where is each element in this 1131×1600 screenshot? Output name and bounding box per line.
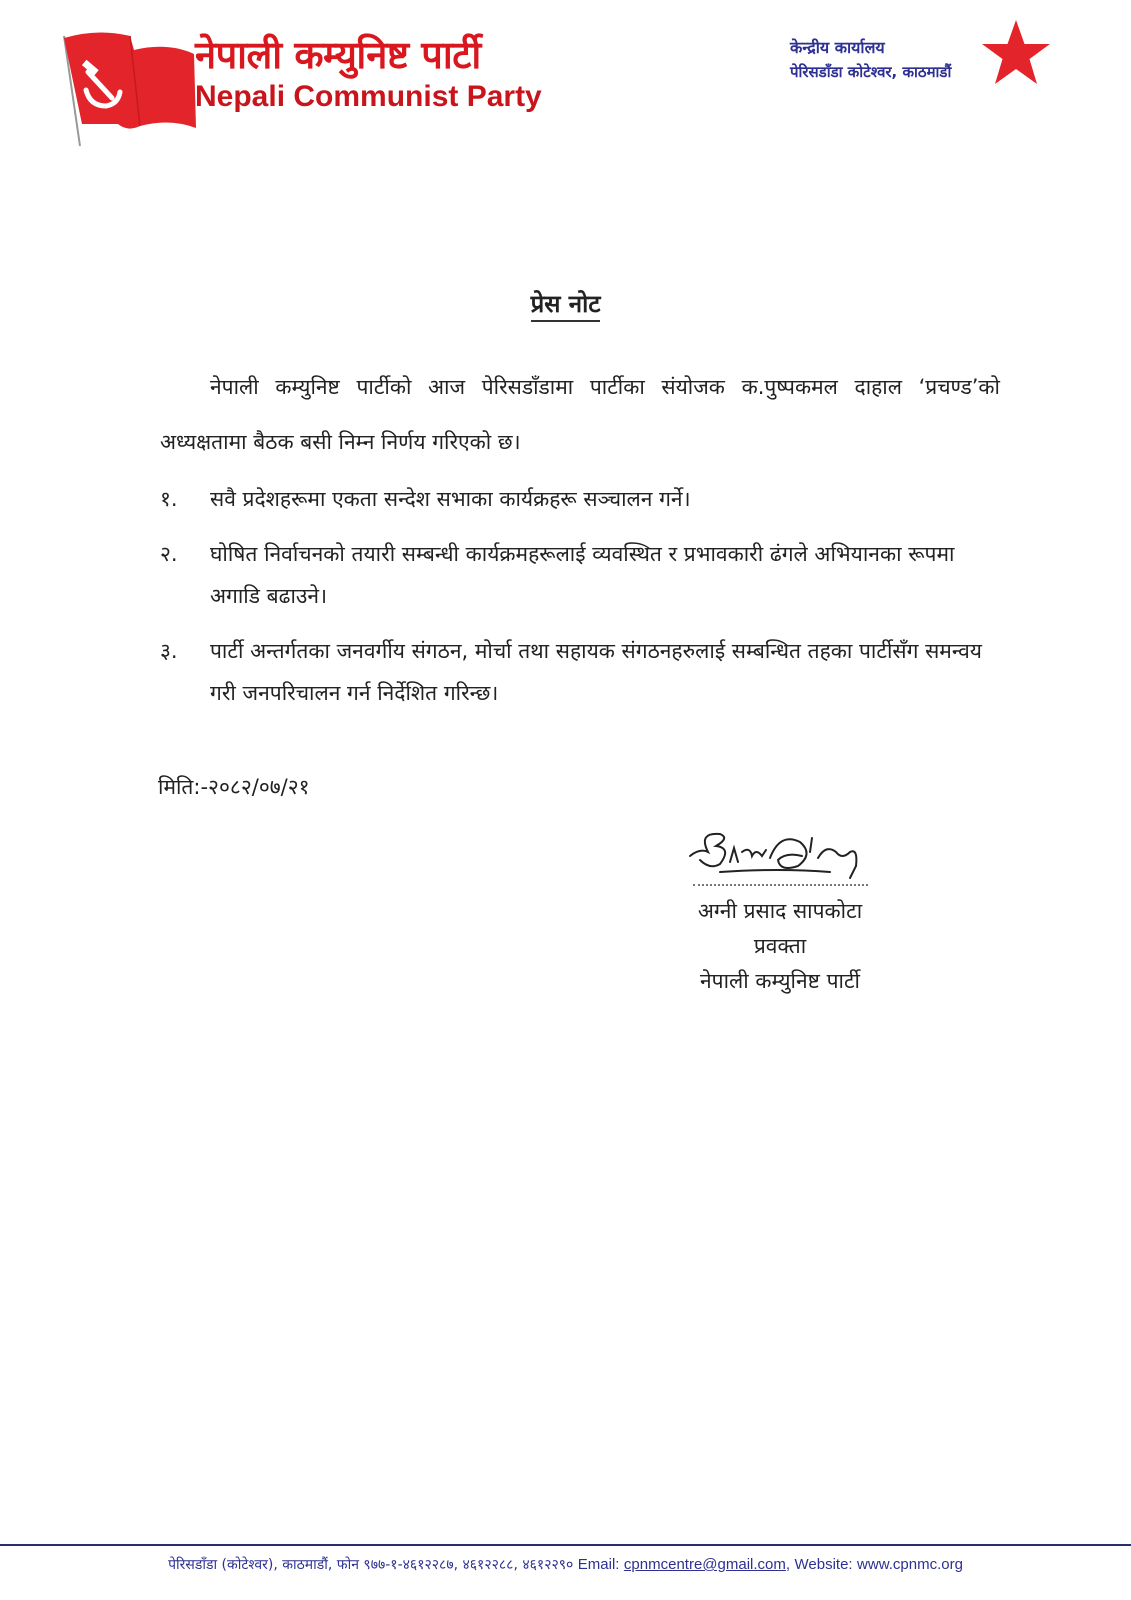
red-star-icon	[980, 18, 1052, 88]
footer-divider	[0, 1544, 1131, 1546]
party-name-nepali: नेपाली कम्युनिष्ट पार्टी	[195, 33, 481, 77]
party-name-english: Nepali Communist Party	[195, 80, 542, 113]
footer-address-phone: पेरिसडाँडा (कोटेश्वर), काठमाडौं, फोन ९७७-१-४६१२२८७, ४६१२२८८, ४६१२२९०	[168, 1557, 574, 1573]
letterhead-logo-block	[58, 22, 558, 147]
footer-website-label: Website:	[794, 1556, 853, 1573]
footer-contact: पेरिसडाँडा (कोटेश्वर), काठमाडौं, फोन ९७७-१-४६१२२८७, ४६१२२८८, ४६१२२९० Email: cpnmcentre@gmail.com, Website: www.cpnmc.org	[168, 1556, 963, 1573]
list-item	[160, 478, 1000, 520]
signatory-role: प्रवक्ता	[753, 934, 807, 958]
signatory-name: अग्नी प्रसाद सापकोटा	[697, 899, 863, 923]
document-date: मिति:-२०८२/०७/२१	[158, 775, 310, 799]
signature-icon	[680, 822, 880, 884]
decisions-list	[160, 478, 1000, 727]
list-item-text: घोषित निर्वाचनको तयारी सम्बन्धी कार्यक्रमहरूलाई व्यवस्थित र प्रभावकारी ढंगले अभियानका रूपमा अगाडि बढाउने।	[210, 542, 955, 608]
list-item-number: २.	[160, 542, 178, 566]
document-title	[0, 287, 1131, 320]
list-item	[160, 630, 1000, 714]
list-item-number: १.	[160, 487, 178, 511]
list-item-text: पार्टी अन्तर्गतका जनवर्गीय संगठन, मोर्चा तथा सहायक संगठनहरुलाई सम्बन्धित तहका पार्टीसँग समन्वय गरी जनपरिचालन गर्न निर्देशित गरिन्छ।	[210, 639, 982, 705]
intro-paragraph: नेपाली कम्युनिष्ट पार्टीको आज पेरिसडाँडामा पार्टीका संयोजक क.पुष्पकमल दाहाल ‘प्रचण्ड’को अध्यक्षतामा बैठक बसी निम्न निर्णय गरिएको छ।	[160, 375, 1000, 454]
footer-website-link[interactable]: www.cpnmc.org	[857, 1556, 963, 1573]
document-title-text: प्रेस नोट	[531, 289, 601, 322]
signature-line	[693, 884, 868, 886]
list-item-number: ३.	[160, 639, 178, 663]
footer-email-link[interactable]: cpnmcentre@gmail.com	[623, 1556, 786, 1573]
office-title: केन्द्रीय कार्यालय	[790, 38, 885, 57]
signature-block	[660, 822, 900, 999]
list-item-text: सवै प्रदेशहरूमा एकता सन्देश सभाका कार्यक्रहरू सञ्चालन गर्ने।	[210, 487, 691, 511]
office-info-block	[790, 30, 1090, 100]
signatory-organization: नेपाली कम्युनिष्ट पार्टी	[700, 969, 860, 993]
hammer-sickle-flag-icon	[58, 28, 198, 148]
office-address: पेरिसडाँडा कोटेश्वर, काठमाडौं	[790, 63, 952, 81]
footer-email-label: Email:	[577, 1556, 620, 1573]
list-item	[160, 533, 1000, 617]
